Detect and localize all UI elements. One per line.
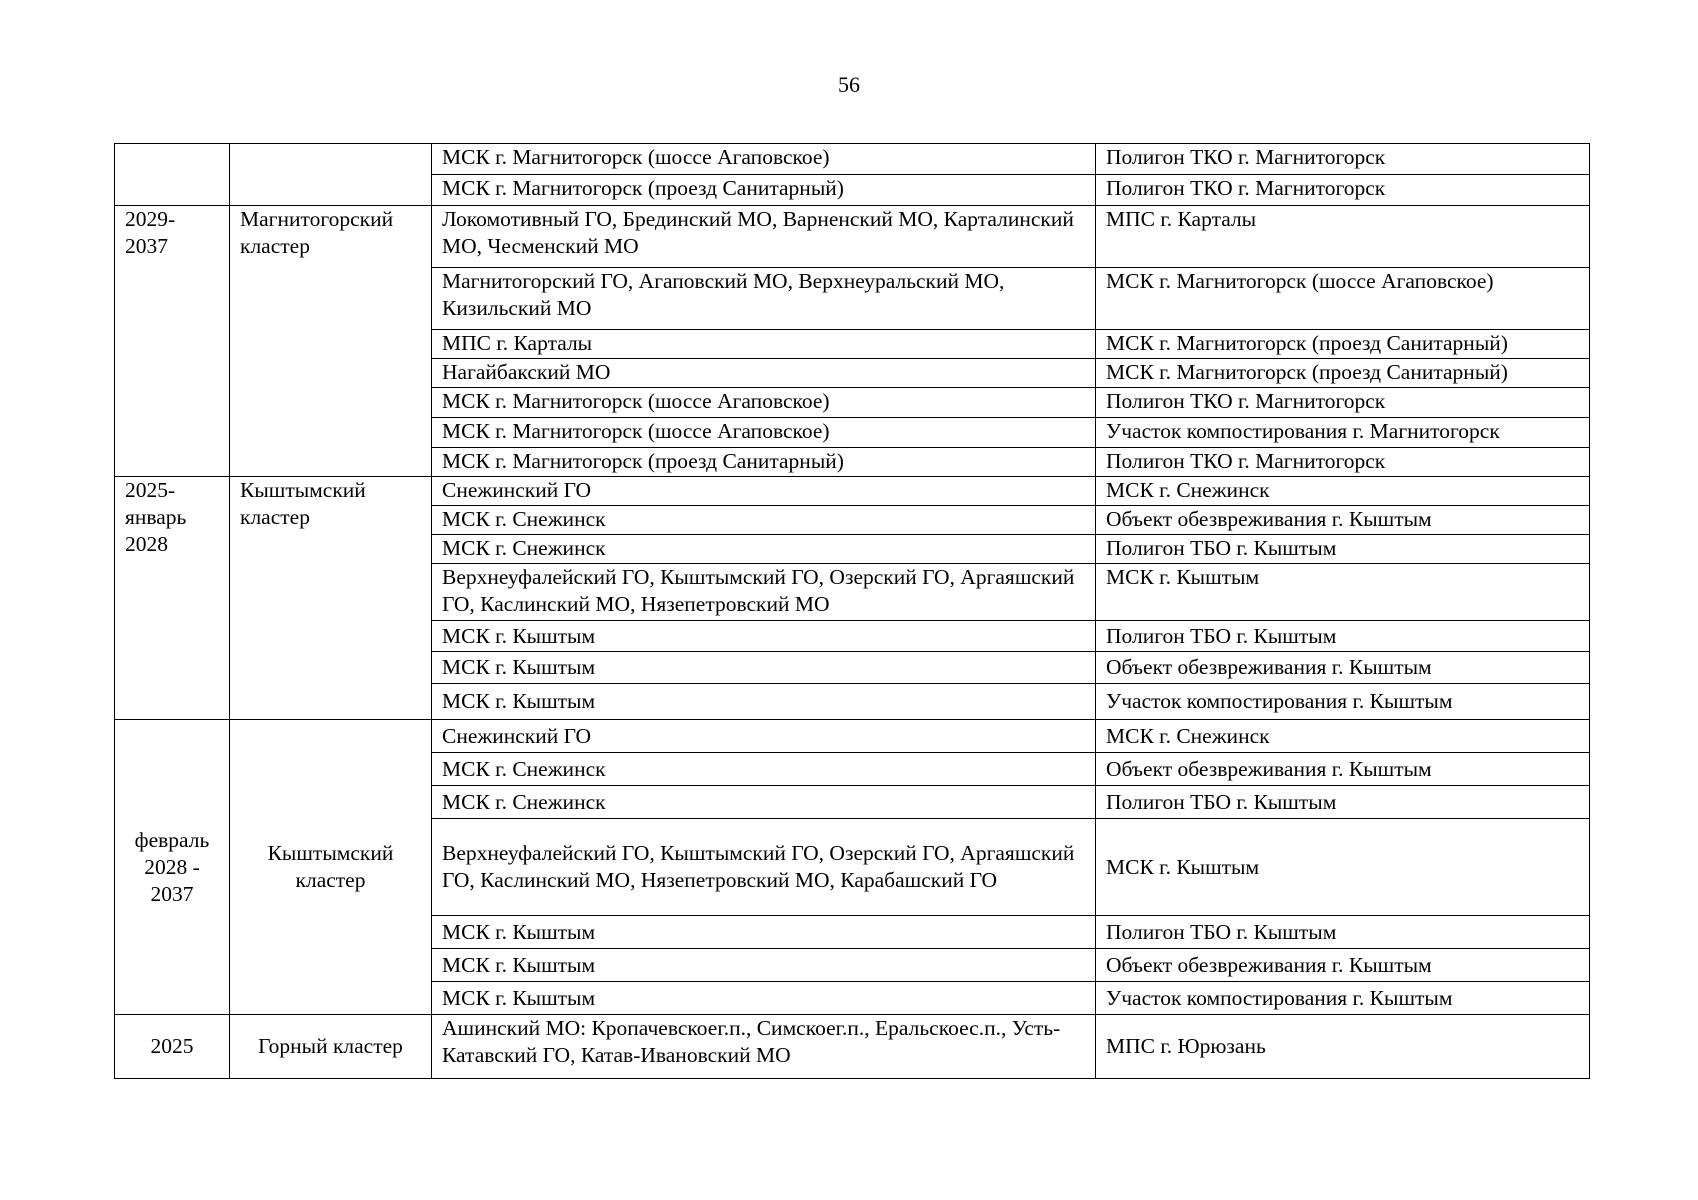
destination-cell: Полигон ТКО г. Магнитогорск xyxy=(1096,448,1590,477)
destination-cell: Объект обезвреживания г. Кыштым xyxy=(1096,506,1590,535)
cluster-cell: Магнитогорский кластер xyxy=(230,206,432,477)
destination-cell: Полигон ТКО г. Магнитогорск xyxy=(1096,388,1590,418)
source-cell: МСК г. Снежинск xyxy=(432,535,1096,564)
destination-cell: Участок компостирования г. Кыштым xyxy=(1096,684,1590,720)
period-cell: 2025- январь 2028 xyxy=(115,477,230,720)
destination-cell: МСК г. Магнитогорск (шоссе Агаповское) xyxy=(1096,268,1590,330)
source-cell: МСК г. Магнитогорск (шоссе Агаповское) xyxy=(432,388,1096,418)
source-cell: Магнитогорский ГО, Агаповский МО, Верхнеуральский МО, Кизильский МО xyxy=(432,268,1096,330)
source-cell: МСК г. Кыштым xyxy=(432,652,1096,684)
table-row xyxy=(115,144,1590,175)
destination-cell: МСК г. Магнитогорск (проезд Санитарный) xyxy=(1096,359,1590,388)
destination-cell: МСК г. Кыштым xyxy=(1096,564,1590,621)
period-cell: 2025 xyxy=(115,1015,230,1079)
source-cell: МСК г. Снежинск xyxy=(432,506,1096,535)
destination-cell: Объект обезвреживания г. Кыштым xyxy=(1096,753,1590,786)
destination-cell: МСК г. Снежинск xyxy=(1096,477,1590,506)
destination-cell: Полигон ТКО г. Магнитогорск xyxy=(1096,175,1590,206)
destination-cell: Участок компостирования г. Магнитогорск xyxy=(1096,418,1590,448)
table-row xyxy=(115,1015,1590,1079)
source-cell: Ашинский МО: Кропачевскоег.п., Симскоег.п., Еральскоес.п., Усть-Катавский ГО, Катав-Ивановский МО xyxy=(432,1015,1096,1079)
source-cell: МСК г. Кыштым xyxy=(432,982,1096,1015)
destination-cell: Полигон ТБО г. Кыштым xyxy=(1096,621,1590,652)
destination-cell: МСК г. Магнитогорск (проезд Санитарный) xyxy=(1096,330,1590,359)
source-cell: Верхнеуфалейский ГО, Кыштымский ГО, Озерский ГО, Аргаяшский ГО, Каслинский МО, Нязепетровский МО xyxy=(432,564,1096,621)
source-cell: Локомотивный ГО, Брединский МО, Варненский МО, Карталинский МО, Чесменский МО xyxy=(432,206,1096,268)
page-number: 56 xyxy=(838,72,860,97)
source-cell: Верхнеуфалейский ГО, Кыштымский ГО, Озерский ГО, Аргаяшский ГО, Каслинский МО, Нязепетровский МО, Карабашский ГО xyxy=(432,819,1096,916)
source-cell: МСК г. Снежинск xyxy=(432,786,1096,819)
destination-cell: МСК г. Кыштым xyxy=(1096,819,1590,916)
source-cell: Снежинский ГО xyxy=(432,720,1096,753)
period-cell: 2029- 2037 xyxy=(115,206,230,477)
destination-cell: Полигон ТБО г. Кыштым xyxy=(1096,916,1590,949)
cluster-cell xyxy=(230,144,432,206)
source-cell: МСК г. Кыштым xyxy=(432,949,1096,982)
source-cell: МСК г. Кыштым xyxy=(432,916,1096,949)
destination-cell: Полигон ТБО г. Кыштым xyxy=(1096,786,1590,819)
source-cell: МСК г. Магнитогорск (проезд Санитарный) xyxy=(432,448,1096,477)
source-cell: МПС г. Карталы xyxy=(432,330,1096,359)
table-row xyxy=(115,720,1590,753)
source-cell: МСК г. Кыштым xyxy=(432,621,1096,652)
source-cell: МСК г. Магнитогорск (проезд Санитарный) xyxy=(432,175,1096,206)
period-cell: февраль 2028 - 2037 xyxy=(115,720,230,1015)
destination-cell: Полигон ТКО г. Магнитогорск xyxy=(1096,144,1590,175)
destination-cell: Участок компостирования г. Кыштым xyxy=(1096,982,1590,1015)
destination-cell: МПС г. Карталы xyxy=(1096,206,1590,268)
destination-cell: Объект обезвреживания г. Кыштым xyxy=(1096,949,1590,982)
source-cell: МСК г. Магнитогорск (шоссе Агаповское) xyxy=(432,144,1096,175)
source-cell: МСК г. Магнитогорск (шоссе Агаповское) xyxy=(432,418,1096,448)
source-cell: МСК г. Снежинск xyxy=(432,753,1096,786)
destination-cell: Полигон ТБО г. Кыштым xyxy=(1096,535,1590,564)
cluster-cell: Кыштымский кластер xyxy=(230,477,432,720)
routes-table xyxy=(114,143,1590,1079)
period-cell xyxy=(115,144,230,206)
source-cell: МСК г. Кыштым xyxy=(432,684,1096,720)
table-row xyxy=(115,477,1590,506)
table-row xyxy=(115,206,1590,268)
destination-cell: МСК г. Снежинск xyxy=(1096,720,1590,753)
source-cell: Снежинский ГО xyxy=(432,477,1096,506)
source-cell: Нагайбакский МО xyxy=(432,359,1096,388)
destination-cell: Объект обезвреживания г. Кыштым xyxy=(1096,652,1590,684)
cluster-cell: Горный кластер xyxy=(230,1015,432,1079)
cluster-cell: Кыштымский кластер xyxy=(230,720,432,1015)
destination-cell: МПС г. Юрюзань xyxy=(1096,1015,1590,1079)
